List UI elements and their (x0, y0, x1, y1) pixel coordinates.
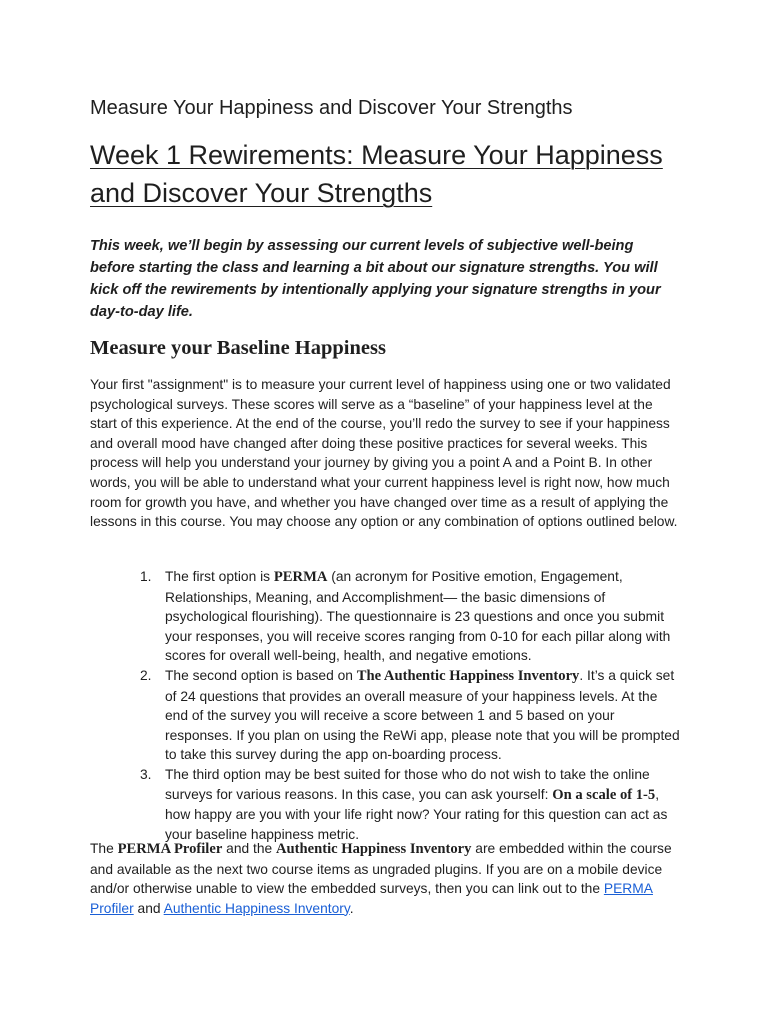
option-text: The first option is (165, 569, 274, 584)
course-title: Measure Your Happiness and Discover Your Strengths (90, 97, 573, 119)
body-paragraph: Your first "assignment" is to measure your current level of happiness using one or two validated psychological surveys. These scores will serve as a “baseline” of your happiness level at the start of this experience. At the end of the course, you’ll redo the survey to see if your happiness and overall mood have changed after doing these positive practices for several weeks. This process will help you understand your journey by giving you a point A and a Point B. In other words, you will be able to understand what your current happiness level is right now, how much room for growth you have, and whether you have changed over time as a result of applying the lessons in this course. You may choose any option or any combination of options outlined below. (90, 377, 678, 530)
option-text: The third option may be best suited for those who do not wish to take the online surveys for various reasons. In this case, you can ask yourself: (165, 766, 650, 802)
option-text: The second option is based on (165, 667, 357, 683)
option-bold-term: The Authentic Happiness Inventory (356, 667, 580, 684)
perma-profiler-link[interactable]: PERMA Profiler (90, 881, 653, 916)
intro-paragraph: This week, we’ll begin by assessing our current levels of subjective well-being before starting the class and learning a bit about our signature strengths. You will kick off the rewirements by intentionally applying your signature strengths in your day-to-day life. (90, 238, 661, 320)
option-text: (an acronym for Positive emotion, Engagement, Relationships, Meaning, and Accomplishment— the basic dimensions of psychological flourishing). The questionnaire is 23 questions and once you submit your responses, you will receive scores ranging from 0-10 for each pillar along with scores for overall well-being, health, and negative emotions. (165, 569, 671, 664)
option-number: 1. (140, 569, 152, 584)
option-item (90, 567, 680, 666)
option-item (90, 666, 680, 765)
option-number: 3. (140, 766, 152, 782)
closing-text: are embedded within the course and available as the next two course items as ungraded plugins. If you are on a mobile device and/or otherwise unable to view the embedded surveys, then you can link out to the (90, 841, 672, 897)
option-item (90, 765, 680, 844)
closing-text: and (133, 900, 164, 916)
closing-text: and the (222, 841, 277, 856)
option-number: 2. (140, 667, 152, 683)
closing-bold-term: Authentic Happiness Inventory (276, 841, 472, 857)
closing-bold-term: PERMA Profiler (117, 841, 223, 857)
closing-text: The (90, 841, 118, 856)
closing-text: . (349, 900, 354, 916)
option-text: , how happy are you with your life right now? Your rating for this question can act as your baseline happiness metric. (165, 786, 668, 842)
option-bold-term: On a scale of 1-5 (552, 786, 656, 803)
options-list (90, 567, 680, 844)
section-heading: Measure your Baseline Happiness (90, 337, 386, 359)
option-bold-term: PERMA (273, 569, 328, 585)
closing-paragraph (90, 839, 680, 918)
week-title: Week 1 Rewirements: Measure Your Happiness and Discover Your Strengths (90, 140, 663, 208)
option-text: . It’s a quick set of 24 questions that provides an overall measure of your happiness levels. At the end of the survey you will receive a score between 1 and 5 based on your responses. If you plan on using the ReWi app, please note that you will be prompted to take this survey during the app on-boarding process. (165, 667, 680, 763)
authentic-happiness-inventory-link[interactable]: Authentic Happiness Inventory (163, 900, 350, 916)
